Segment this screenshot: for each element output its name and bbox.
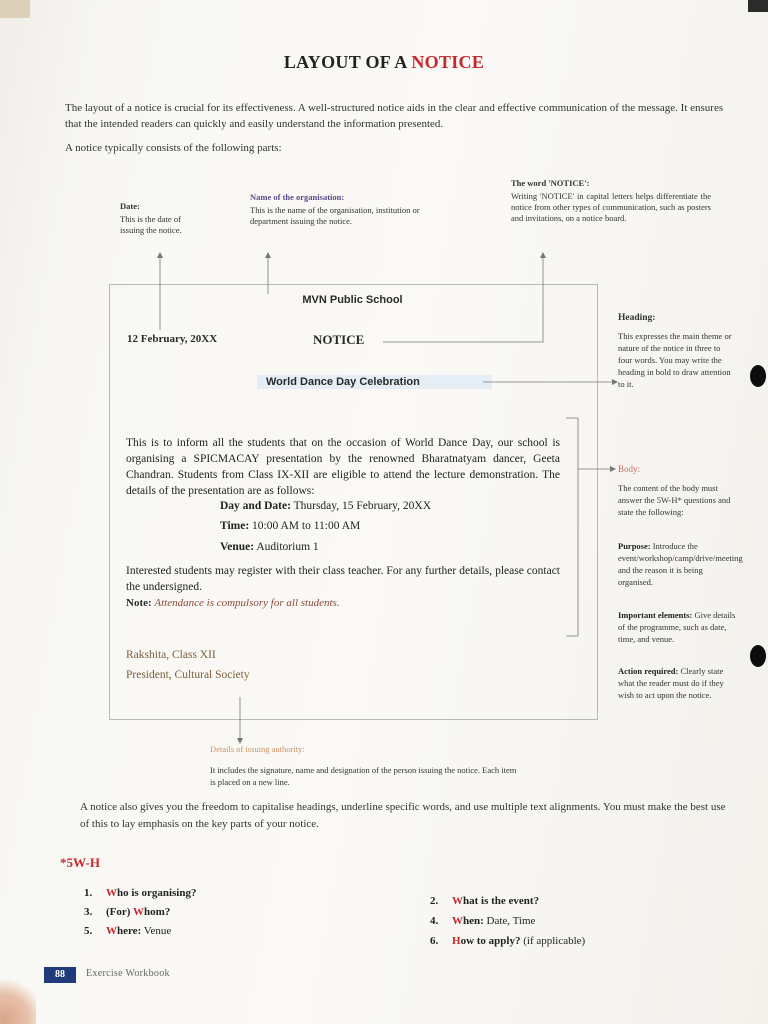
fiveh-item: 1. Who is organising? xyxy=(84,887,197,899)
notice-note: Note: Attendance is compulsory for all students. xyxy=(126,597,340,609)
fiveh-item: 5. Where: Venue xyxy=(84,925,172,937)
binder-hole xyxy=(750,365,766,387)
notice-day-date: Day and Date: Thursday, 15 February, 20XX xyxy=(220,500,432,512)
notice-signer-name: Rakshita, Class XII xyxy=(126,649,216,661)
callout-action-required: Action required: Clearly state what the reader must do if they wish to act upon the notice. xyxy=(618,666,724,700)
thumb-shadow xyxy=(0,980,36,1024)
callout-heading-text: This expresses the main theme or nature of the notice in three to four words. You may write the heading in bold to draw attention to it. xyxy=(618,331,732,389)
page-corner xyxy=(0,0,30,18)
fiveh-item: 4. When: Date, Time xyxy=(430,915,536,927)
notice-school-name: MVN Public School xyxy=(302,294,403,306)
intro-parts-line: A notice typically consists of the following parts: xyxy=(65,142,282,154)
callout-body-title: Body: xyxy=(618,464,641,474)
notice-venue: Venue: Auditorium 1 xyxy=(220,541,319,553)
callout-issuing-title: Details of issuing authority: xyxy=(210,744,305,754)
notice-heading: World Dance Day Celebration xyxy=(257,375,492,389)
fiveh-title: *5W-H xyxy=(60,855,100,870)
callout-heading-title: Heading: xyxy=(618,313,656,323)
closing-paragraph: A notice also gives you the freedom to capitalise headings, underline specific words, and use multiple text alignments. You must make the best use of this to lay emphasis on the key parts of your notice. xyxy=(80,801,726,830)
fiveh-item: 2. What is the event? xyxy=(430,895,540,907)
word-notice-arrowhead xyxy=(540,252,546,258)
book-title: Exercise Workbook xyxy=(86,968,170,979)
callout-issuing-text: It includes the signature, name and designation of the person issuing the notice. Each item is placed on a new line. xyxy=(210,765,517,787)
intro-paragraph: The layout of a notice is crucial for its effectiveness. A well-structured notice aids in the clear and effective communication of the message. It ensures that the intended readers can quickly and easily understand the information presented. xyxy=(65,102,724,130)
fiveh-item: 3. (For) Whom? xyxy=(84,906,171,918)
notice-date: 12 February, 20XX xyxy=(127,333,218,345)
notice-registration-info: Interested students may register with their class teacher. For any further details, please contact the undersigned. xyxy=(126,565,560,593)
fiveh-item: 6. How to apply? (if applicable) xyxy=(430,935,586,947)
page-number: 88 xyxy=(44,967,76,983)
notice-time: Time: 10:00 AM to 11:00 AM xyxy=(220,520,361,532)
binder-hole xyxy=(750,645,766,667)
callout-word-notice: The word 'NOTICE': Writing 'NOTICE' in capital letters helps differentiate the notice from other types of communication, such as posters and invitations, on a notice board. xyxy=(511,178,711,223)
callout-date: Date: This is the date of issuing the notice. xyxy=(120,201,182,235)
notice-word: NOTICE xyxy=(313,332,365,347)
callout-organisation: Name of the organisation: This is the name of the organisation, institution or department issuing the notice. xyxy=(250,192,420,226)
callout-important-elements: Important elements: Give details of the programme, such as date, time, and venue. xyxy=(618,610,736,644)
notice-body: This is to inform all the students that on the occasion of World Dance Day, our school is organising a SPICMACAY presentation by the renowned Bharatnatyam dancer, Geeta Chandran. Students from Class IX-XII are eligible to attend the lecture demonstration. The details of the presentation are as follows: xyxy=(126,437,560,497)
callout-purpose: Purpose: Introduce the event/workshop/camp/drive/meeting and the reason it is being organised. xyxy=(618,541,743,587)
page-corner-dark xyxy=(748,0,768,12)
callout-body-text: The content of the body must answer the 5W-H* questions and state the following: xyxy=(618,483,731,517)
body-arrowhead xyxy=(610,466,616,472)
date-arrowhead xyxy=(157,252,163,258)
org-arrowhead xyxy=(265,252,271,258)
page-title: LAYOUT OF A NOTICE xyxy=(283,52,485,72)
notice-signer-designation: President, Cultural Society xyxy=(126,669,250,681)
